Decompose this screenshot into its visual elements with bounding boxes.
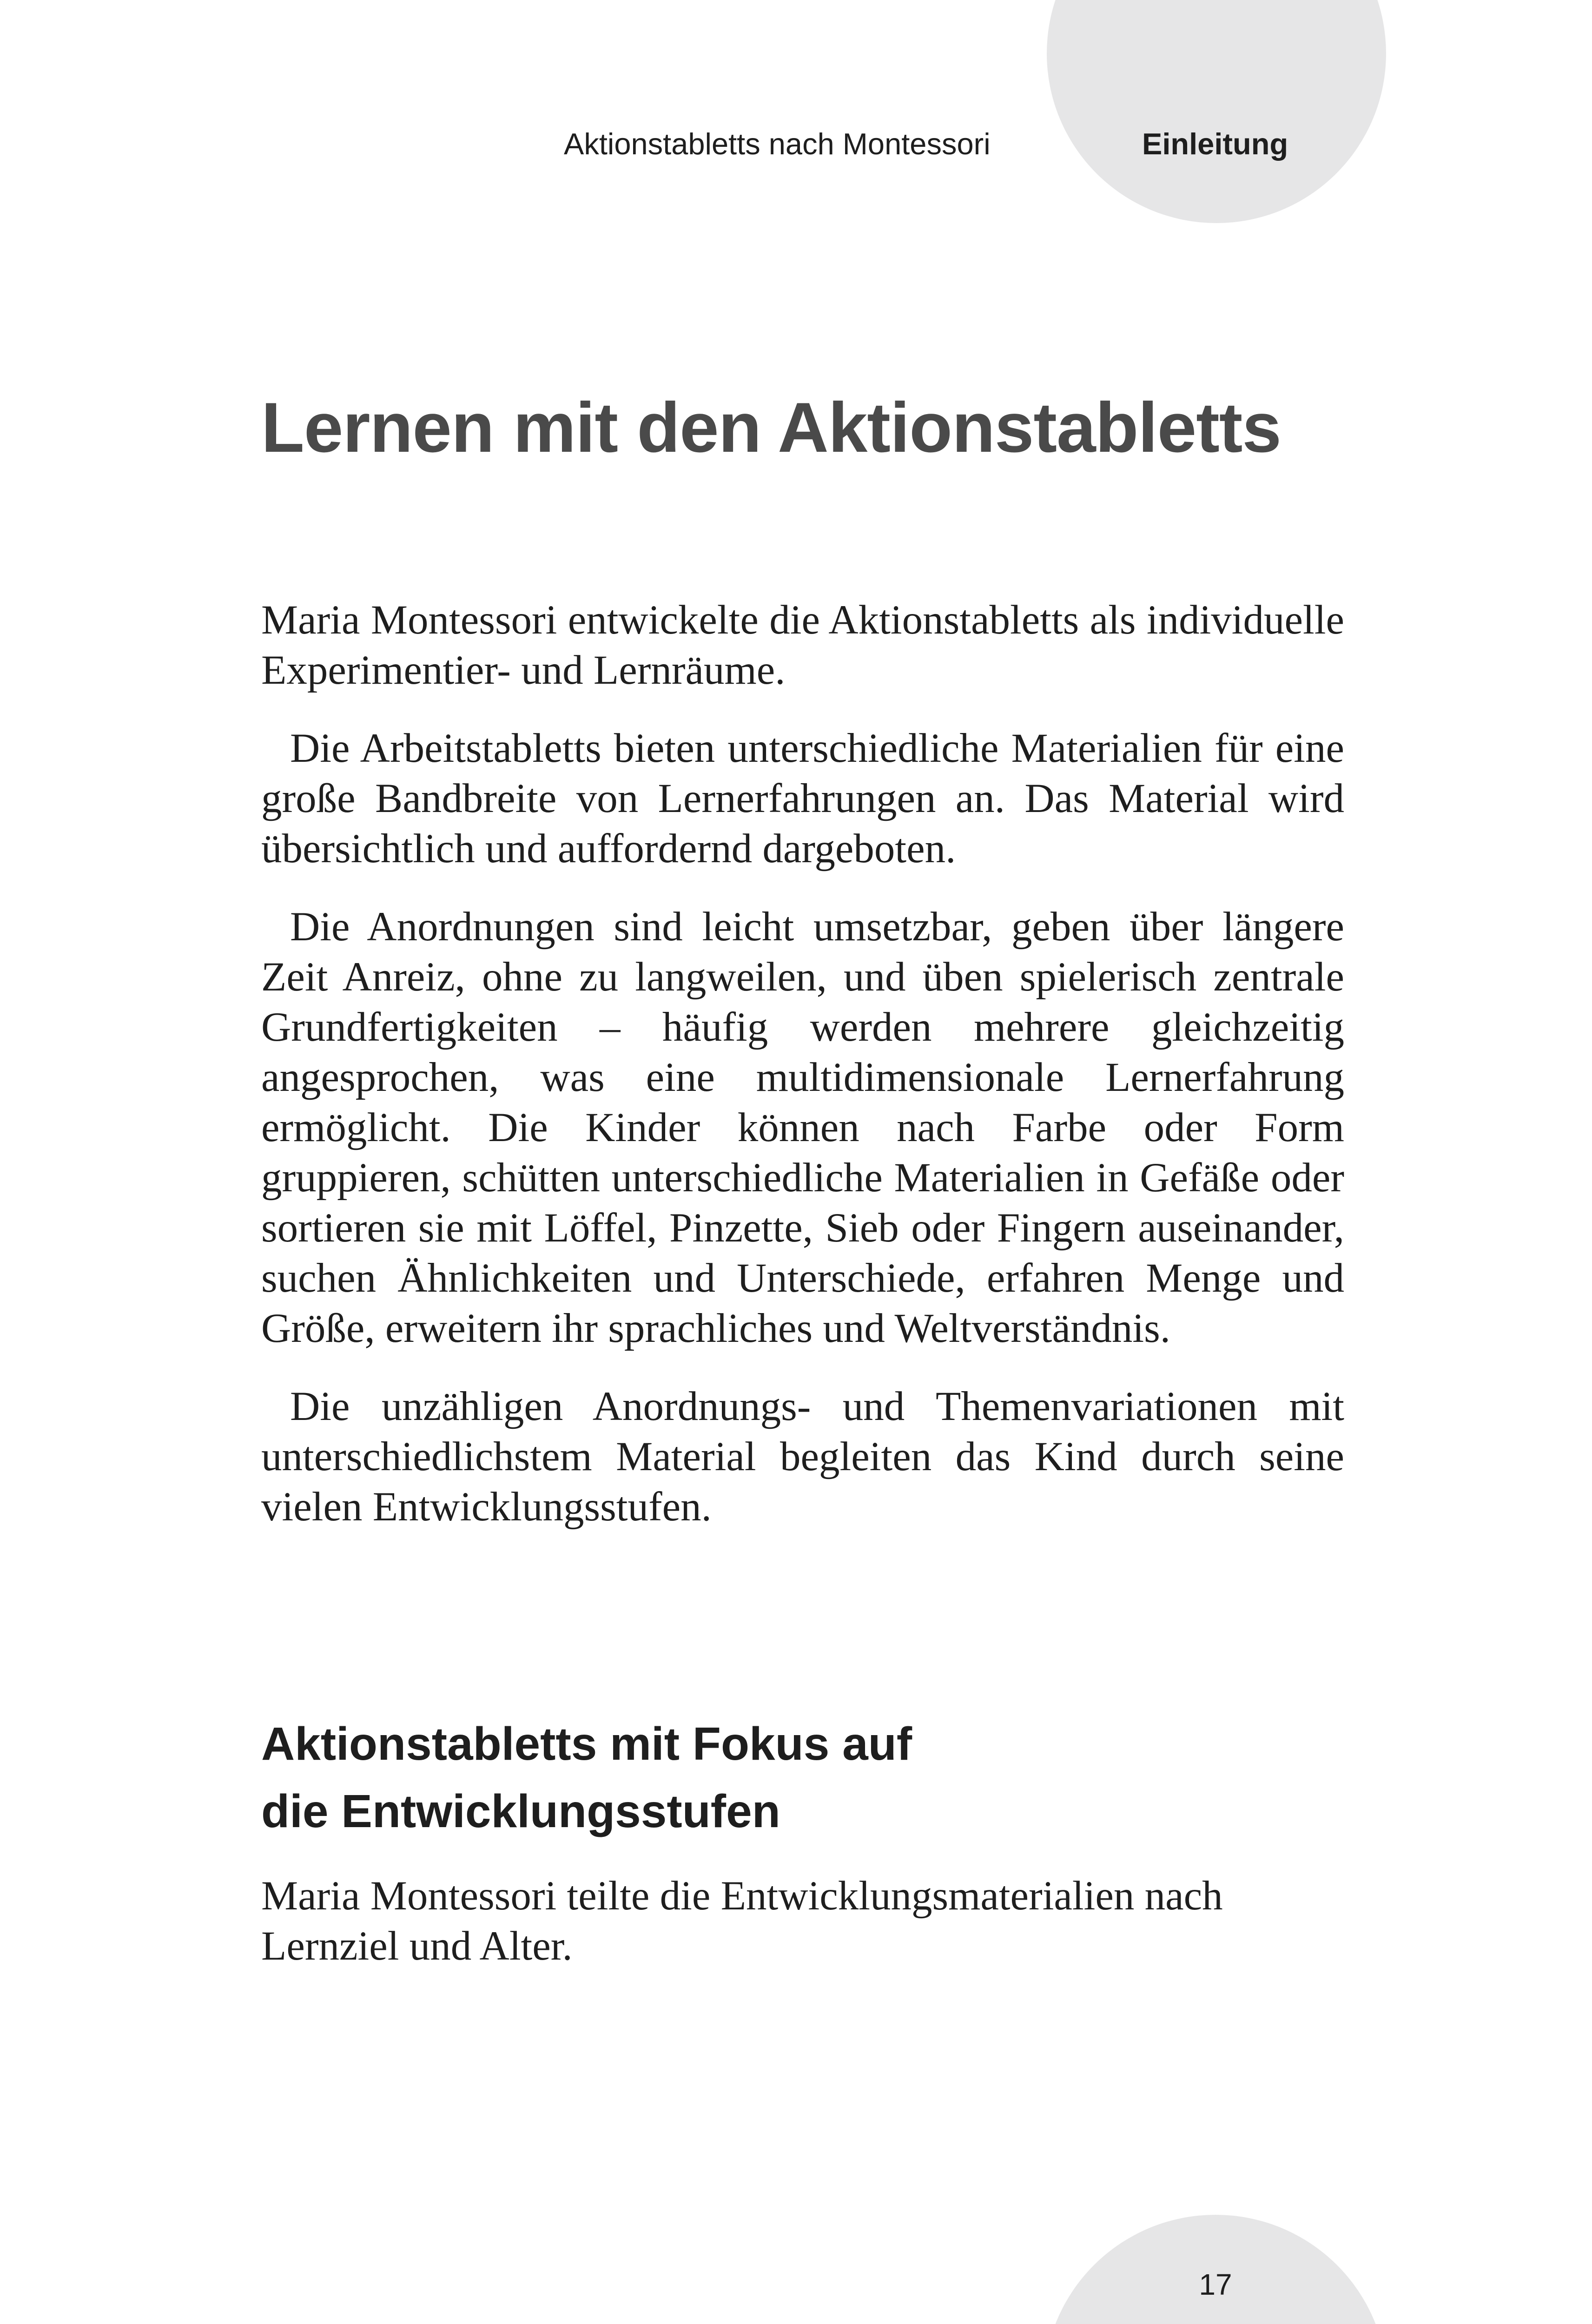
- paragraph-4: Die unzähligen Anordnungs- und Themenvariationen mit unterschiedlichstem Material begleiten das Kind durch seine vielen Entwicklungsstufen.: [261, 1384, 1344, 1530]
- header-decoration-circle: [1047, 0, 1386, 223]
- paragraph-3: Die Anordnungen sind leicht umsetzbar, geben über längere Zeit Anreiz, ohne zu langweilen, und üben spielerisch zentrale Grundfertigkeiten – häufig werden mehrere gleichzeitig angesprochen, was eine multidimensionale Lernerfahrung ermöglicht. Die Kinder können nach Farbe oder Form gruppieren, schütten unterschiedliche Materialien in Gefäße oder sortieren sie mit Löffel, Pinzette, Sieb oder Fingern auseinander, suchen Ähnlichkeiten und Unterschiede, erfahren Menge und Größe, erweitern ihr sprachliches und Weltverständnis.: [261, 904, 1344, 1351]
- paragraph-1: Maria Montessori entwickelte die Aktionstabletts als individuelle Experimentier- und Lernräume.: [261, 597, 1344, 693]
- subheading-line-2: die Entwicklungsstufen: [261, 1785, 780, 1837]
- section-subheading: [261, 1710, 1344, 1845]
- body-text: [261, 595, 1344, 1560]
- section-paragraph: Maria Montessori teilte die Entwicklungsmaterialien nach Lernziel und Alter.: [261, 1873, 1223, 1969]
- running-head-book-title: Aktionstabletts nach Montessori: [564, 127, 991, 161]
- running-head-chapter: Einleitung: [1142, 127, 1288, 161]
- page-number: 17: [1199, 2268, 1232, 2301]
- page-heading: Lernen mit den Aktionstabletts: [261, 388, 1281, 467]
- paragraph-2: Die Arbeitstabletts bieten unterschiedliche Materialien für eine große Bandbreite von Lernerfahrungen an. Das Material wird übersichtlich und auffordernd dargeboten.: [261, 726, 1344, 872]
- subheading-line-1: Aktionstabletts mit Fokus auf: [261, 1718, 912, 1770]
